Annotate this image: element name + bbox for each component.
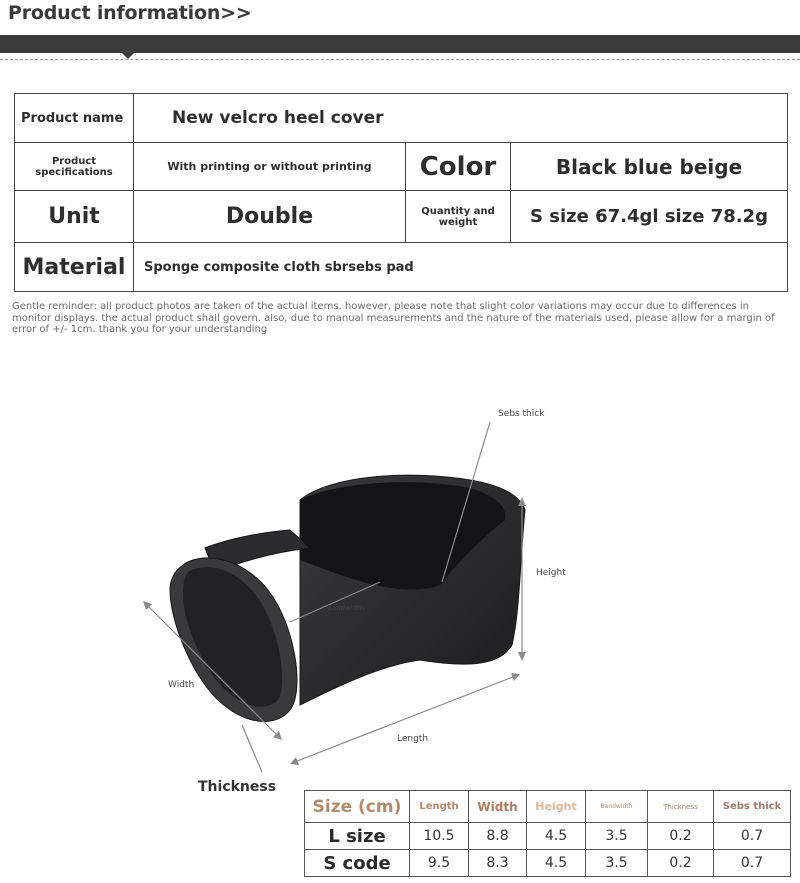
table-cell: 0.2 bbox=[648, 823, 714, 850]
product-name-value: New velcro heel cover bbox=[134, 94, 788, 143]
size-table bbox=[304, 790, 791, 877]
material-value: Sponge composite cloth sbrsebs pad bbox=[134, 243, 788, 292]
product-info-table bbox=[14, 93, 788, 292]
table-row bbox=[305, 823, 791, 850]
page-title: Product information>> bbox=[8, 2, 252, 24]
material-label: Material bbox=[15, 243, 134, 292]
table-cell: 4.5 bbox=[527, 850, 586, 877]
height-header: Height bbox=[527, 791, 586, 823]
table-cell: 0.2 bbox=[648, 850, 714, 877]
header-bar bbox=[0, 35, 800, 53]
sebs-thick-header: Sebs thick bbox=[714, 791, 791, 823]
color-label: Color bbox=[406, 143, 511, 191]
qty-value: S size 67.4gl size 78.2g bbox=[511, 191, 788, 243]
product-name-label: Product name bbox=[15, 94, 134, 143]
sebs-thick-label: Sebs thick bbox=[498, 409, 545, 419]
row-name: S code bbox=[305, 850, 410, 877]
table-cell: 3.5 bbox=[586, 823, 648, 850]
product-image bbox=[0, 340, 800, 800]
length-header: Length bbox=[410, 791, 469, 823]
table-cell: 3.5 bbox=[586, 850, 648, 877]
table-cell: 0.7 bbox=[714, 823, 791, 850]
table-cell: 0.7 bbox=[714, 850, 791, 877]
row-name: L size bbox=[305, 823, 410, 850]
width-label: Width bbox=[168, 680, 195, 690]
table-cell: 8.3 bbox=[469, 850, 527, 877]
spec-value: With printing or without printing bbox=[134, 143, 406, 191]
length-label: Length bbox=[397, 734, 429, 744]
bandwidth-header: Bandwidth bbox=[586, 791, 648, 823]
qty-label: Quantity and weight bbox=[406, 191, 511, 243]
gentle-reminder: Gentle reminder: all product photos are taken of the actual items. however, please note that slight color variations may occur due to differences in monitor displays. the actual product shall govern. also, due to manual measurements and the nature of the materials used, please allow for a margin of error of +/- 1cm. thank you for your understanding bbox=[12, 301, 775, 335]
thickness-label: Thickness bbox=[198, 779, 277, 795]
front-opening-inner bbox=[183, 567, 282, 707]
height-label: Height bbox=[536, 568, 566, 578]
width-header: Width bbox=[469, 791, 527, 823]
unit-label: Unit bbox=[15, 191, 134, 243]
table-cell: 4.5 bbox=[527, 823, 586, 850]
thickness-header: Thickness bbox=[648, 791, 714, 823]
unit-value: Double bbox=[134, 191, 406, 243]
table-row bbox=[305, 850, 791, 877]
table-cell: 9.5 bbox=[410, 850, 469, 877]
table-cell: 10.5 bbox=[410, 823, 469, 850]
size-header: Size (cm) bbox=[305, 791, 410, 823]
divider bbox=[0, 59, 800, 60]
table-cell: 8.8 bbox=[469, 823, 527, 850]
color-value: Black blue beige bbox=[511, 143, 788, 191]
bandwidth-label: Bandwidth bbox=[327, 604, 365, 612]
spec-label: Product specifications bbox=[15, 143, 134, 191]
